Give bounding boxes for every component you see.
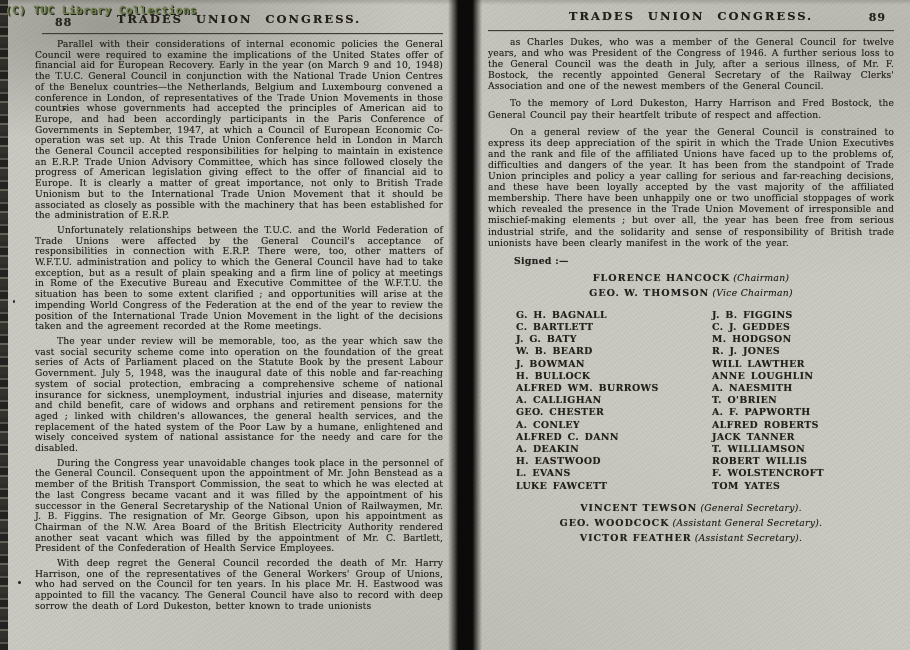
signed-label: Signed :— bbox=[514, 255, 569, 267]
page-right-header bbox=[488, 9, 894, 28]
secretary-name: VICTOR FEATHER bbox=[579, 533, 692, 545]
signatory: A. CONLEY bbox=[516, 419, 581, 431]
signatory: TOM YATES bbox=[712, 480, 781, 492]
paragraph: To the memory of Lord Dukeston, Harry Harrison and Fred Bostock, the General Council pay their heartfelt tribute of respect and affection. bbox=[488, 98, 894, 121]
signatory: C. BARTLETT bbox=[516, 321, 594, 333]
signatory: GEO. CHESTER bbox=[516, 407, 605, 419]
signatory: WILL LAWTHER bbox=[712, 358, 805, 370]
book-gutter-shadow bbox=[448, 0, 482, 650]
signatory: T. O'BRIEN bbox=[712, 395, 778, 407]
signatory: L. EVANS bbox=[516, 468, 571, 480]
secretary-assistant bbox=[488, 531, 894, 546]
secretary-name: VINCENT TEWSON bbox=[580, 502, 698, 514]
signatory: W. B. BEARD bbox=[516, 346, 593, 358]
running-title-left: TRADES UNION CONGRESS. bbox=[116, 12, 362, 26]
signatory: G. H. BAGNALL bbox=[516, 309, 608, 321]
secretary-title: (General Secretary). bbox=[700, 502, 802, 514]
signatory: M. HODGSON bbox=[712, 334, 792, 346]
officer-vice-chairman bbox=[488, 286, 894, 301]
signatory: ALFRED C. DANN bbox=[516, 431, 619, 443]
signatory: LUKE FAWCETT bbox=[516, 480, 608, 492]
secretary-name: GEO. WOODCOCK bbox=[559, 517, 670, 529]
signatory: A. F. PAPWORTH bbox=[712, 407, 811, 419]
signatory: F. WOLSTENCROFT bbox=[712, 468, 825, 480]
signatory: C. J. GEDDES bbox=[712, 321, 791, 333]
signatory: A. CALLIGHAN bbox=[516, 395, 602, 407]
page-right-89 bbox=[482, 0, 902, 650]
page-right-body bbox=[488, 37, 894, 546]
signatory: J. G. BATY bbox=[516, 334, 577, 346]
officer-name: GEO. W. THOMSON bbox=[589, 287, 710, 299]
paragraph: During the Congress year unavoidable changes took place in the personnel of the General Council. Consequent upon the appointment of Mr. John Benstead as a member of the British Transport Commission, the seat to which he was elected at the last Congress became vacant and it was filled by the appointment of his successor in the General Secretaryship of the National Union of Railwaymen, Mr. J. B. Figgins. The resignation of Mr. George Gibson, upon his appointment as Chairman of the N.W. Area Board of the British Electricity Authority rendered another seat vacant which was filled by the appointment of Mr. C. Bartlett, President of the Confederation of Health Service Employees. bbox=[35, 457, 443, 555]
secretaries-block bbox=[488, 501, 894, 547]
officers-block bbox=[488, 271, 894, 301]
library-watermark: (C) TUC Library Collections bbox=[5, 4, 198, 17]
secretary-general bbox=[488, 501, 894, 516]
paragraph: Parallel with their considerations of internal economic policies the General Council were required to examine the implications of the United States offer of financial aid for European Recovery. Early in the year (on March 9 and 10, 1948) the T.U.C. General Council in conjunction with the National Trade Union Centres of the Benelux countries—the Netherlands, Belgium and Luxembourg convened a conference in London, of representatives of the Trade Union Movements in those countries whose governments had accepted the principles of American aid to Europe, and had been accordingly participants in the Paris Conference of Governments in September, 1947, at which a Council of European Economic Co-operation was set up. At this Trade Union Conference held in London in March the General Council accepted responsibilities for helping to maintain in existence an E.R.P. Trade Union Advisory Committee, which has since followed closely the progress of American legislation giving effect to the offer of financial aid to Europe. It is clearly a matter of great importance, not only to British Trade Unionism but to the International Trade Union Movement that it should be associated as closely as possible with the machinery that has been established for the administration of E.R.P. bbox=[35, 39, 443, 222]
signatory: H. EASTWOOD bbox=[516, 456, 601, 468]
page-left-88 bbox=[8, 0, 449, 650]
signatories-column-right bbox=[712, 310, 824, 493]
signatory: ANNE LOUGHLIN bbox=[712, 370, 814, 382]
book-left-edge bbox=[0, 0, 8, 650]
signatory: T. WILLIAMSON bbox=[712, 443, 806, 455]
signatory: ALFRED ROBERTS bbox=[712, 419, 819, 431]
paragraph: The year under review will be memorable, too, as the year which saw the vast social security scheme come into operation on the foundation of the great series of Acts of Parliament placed on the Statute Book by the present Labour Government. July 5, 1948, was the inaugural date of this noble and far-reaching system of social protection, embracing a comprehensive scheme of national insurance for sickness, unemployment, industrial injuries and disease, maternity and child benefit, care of widows and orphans and retirement pensions for the aged ; linked with children's allowances, the general health services, and the replacement of the hated system of the Poor Law by a humane, enlightened and wisely conceived system of national assistance for the needy and care for the disabled. bbox=[35, 335, 443, 455]
secretary-title: (Assistant General Secretary). bbox=[672, 517, 823, 529]
signatory: H. BULLOCK bbox=[516, 370, 591, 382]
page-number-right: 89 bbox=[868, 11, 886, 24]
officer-chairman bbox=[488, 271, 894, 286]
officer-title: (Vice Chairman) bbox=[712, 287, 793, 299]
signatory: A. NAESMITH bbox=[712, 382, 793, 394]
signatory: J. BOWMAN bbox=[516, 358, 585, 370]
page-number-left: 88 bbox=[55, 16, 73, 29]
signatory: A. DEAKIN bbox=[516, 443, 580, 455]
signatory: JACK TANNER bbox=[712, 431, 795, 443]
signatory: ROBERT WILLIS bbox=[712, 456, 808, 468]
paragraph: as Charles Dukes, who was a member of the General Council for twelve years, and who was President of the Congress of 1946. A further serious loss to the General Council was the death in July, after a serious illness, of Mr. F. Bostock, the recently appointed General Secretary of the Railway Clerks' Association and one of the newest members of the General Council. bbox=[488, 37, 894, 93]
signatory: ALFRED WM. BURROWS bbox=[516, 382, 659, 394]
paragraph: On a general review of the year the General Council is constrained to express its deep appreciation of the spirit in which the Trade Union Executives and the rank and file of the affiliated Unions have faced up to the problems of, difficulties and dangers of the year. It has been from the standpoint of Trade Union principles and policy a year calling for serious and far-reaching decisions, and these have been loyally accepted by the vast majority of the affiliated membership. There have been unhappily one or two unofficial stoppages of work which revealed the presence in the Trade Union Movement of irresponsible and mischief-making elements ; but over all, the year has been free from serious industrial strife, and the solidarity and sense of responsibility of British trade unionists have been clearly manifest in the work of the year. bbox=[488, 126, 894, 249]
signatories-columns bbox=[516, 310, 894, 493]
signatory: J. B. FIGGINS bbox=[712, 309, 793, 321]
secretary-title: (Assistant Secretary). bbox=[694, 533, 803, 545]
header-rule-left bbox=[42, 33, 443, 34]
header-rule-right bbox=[488, 30, 894, 31]
running-title-right: TRADES UNION CONGRESS. bbox=[568, 9, 814, 23]
paragraph: Unfortunately relationships between the T.U.C. and the World Federation of Trade Unions were affected by the General Council's acceptance of responsibilities in connection with E.R.P. There were, too, other matters of W.F.T.U. administration and policy to which the General Council have had to take exception, but as a result of plain speaking and a firm line of policy at meetings in Rome of the Executive Bureau and Executive Committee of the W.F.T.U. the situation has been to some extent clarified ; and opportunities will arise at the impending World Congress of the Federation at the end of the year to review the position of the International Trade Union Movement in the light of the decisions taken and the agreement recorded at the Rome meetings. bbox=[35, 224, 443, 333]
page-left-body bbox=[35, 40, 443, 613]
signatory: R. J. JONES bbox=[712, 346, 781, 358]
secretary-assistant-general bbox=[488, 516, 894, 531]
officer-title: (Chairman) bbox=[733, 272, 790, 284]
signatories-column-left bbox=[516, 310, 712, 493]
paragraph: With deep regret the General Council recorded the death of Mr. Harry Harrison, one of the representatives of the General Workers' Group of Unions, who had served on the Council for ten years. In his place Mr. H. Eastwood was appointed to fill the vacancy. The General Council have also to record with deep sorrow the death of Lord Dukeston, better known to trade unionists bbox=[35, 558, 443, 612]
officer-name: FLORENCE HANCOCK bbox=[592, 272, 731, 284]
